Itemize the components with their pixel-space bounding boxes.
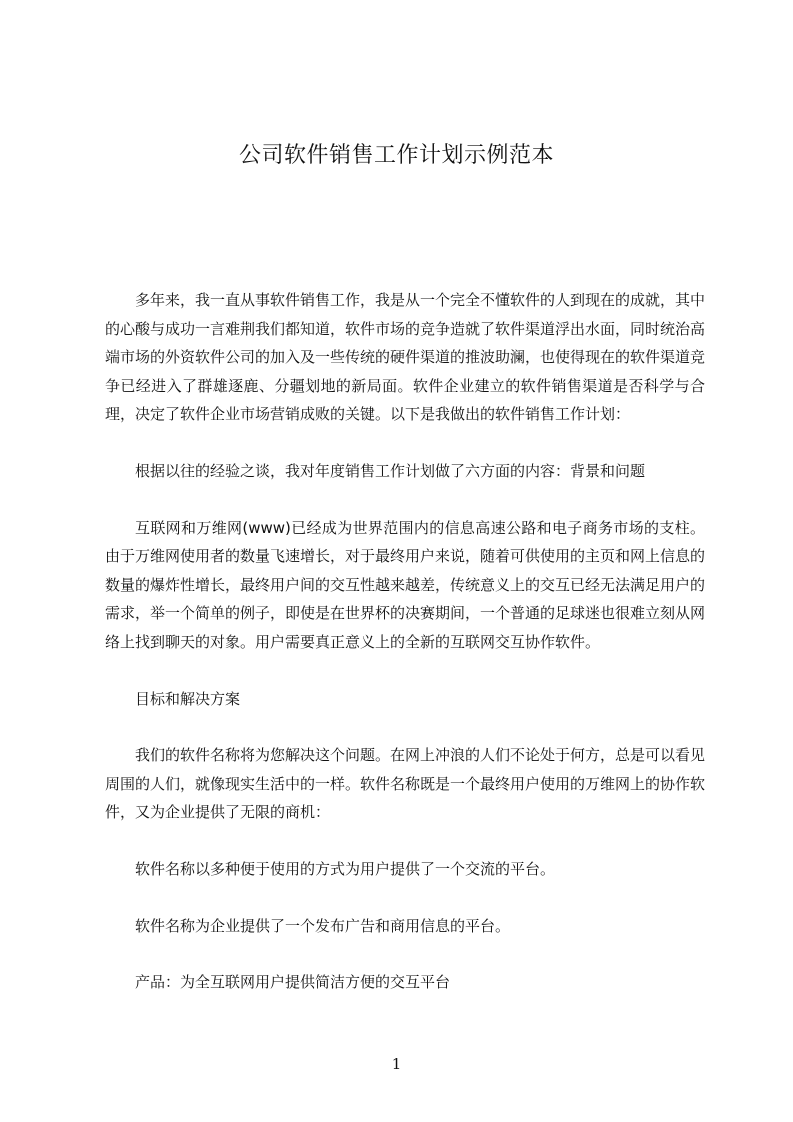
- body-paragraph: 软件名称为企业提供了一个发布广告和商用信息的平台。: [135, 916, 511, 935]
- document-title: 公司软件销售工作计划示例范本: [238, 143, 554, 168]
- body-paragraph: 互联网和万维网(www)已经成为世界范围内的信息高速公路和电子商务市场的支柱。由于万维网使用者的数量飞速增长，对于最终用户来说，随着可供使用的主页和网上信息的数量的爆炸性增长，最终用户间的交互性越来越差，传统意义上的交互已经无法满足用户的需求，举一个简单的例子，即使是在世界杯的决赛期间，一个普通的足球迷也很难立刻从网络上找到聊天的对象。用户需要真正意义上的全新的互联网交互协作软件。: [105, 518, 706, 651]
- body-paragraph: 软件名称以多种便于使用的方式为用户提供了一个交流的平台。: [135, 859, 556, 878]
- body-paragraph: 根据以往的经验之谈，我对年度销售工作计划做了六方面的内容：背景和问题: [135, 461, 646, 480]
- body-paragraph: 多年来，我一直从事软件销售工作，我是从一个完全不懂软件的人到现在的成就，其中的心酸与成功一言难荆我们都知道，软件市场的竞争造就了软件渠道浮出水面，同时统治高端市场的外资软件公司的加入及一些传统的硬件渠道的推波助澜，也使得现在的软件渠道竞争已经进入了群雄逐鹿、分疆划地的新局面。软件企业建立的软件销售渠道是否科学与合理，决定了软件企业市场营销成败的关键。以下是我做出的软件销售工作计划：: [105, 291, 706, 424]
- section-heading: 目标和解决方案: [135, 689, 241, 708]
- document-body: [105, 286, 705, 1025]
- page-number: 1: [391, 1055, 402, 1073]
- body-paragraph: 我们的软件名称将为您解决这个问题。在网上冲浪的人们不论处于何方，总是可以看见周围的人们，就像现实生活中的一样。软件名称既是一个最终用户使用的万维网上的协作软件，又为企业提供了无限的商机：: [105, 746, 706, 822]
- body-paragraph: 产品：为全互联网用户提供简洁方便的交互平台: [135, 973, 451, 992]
